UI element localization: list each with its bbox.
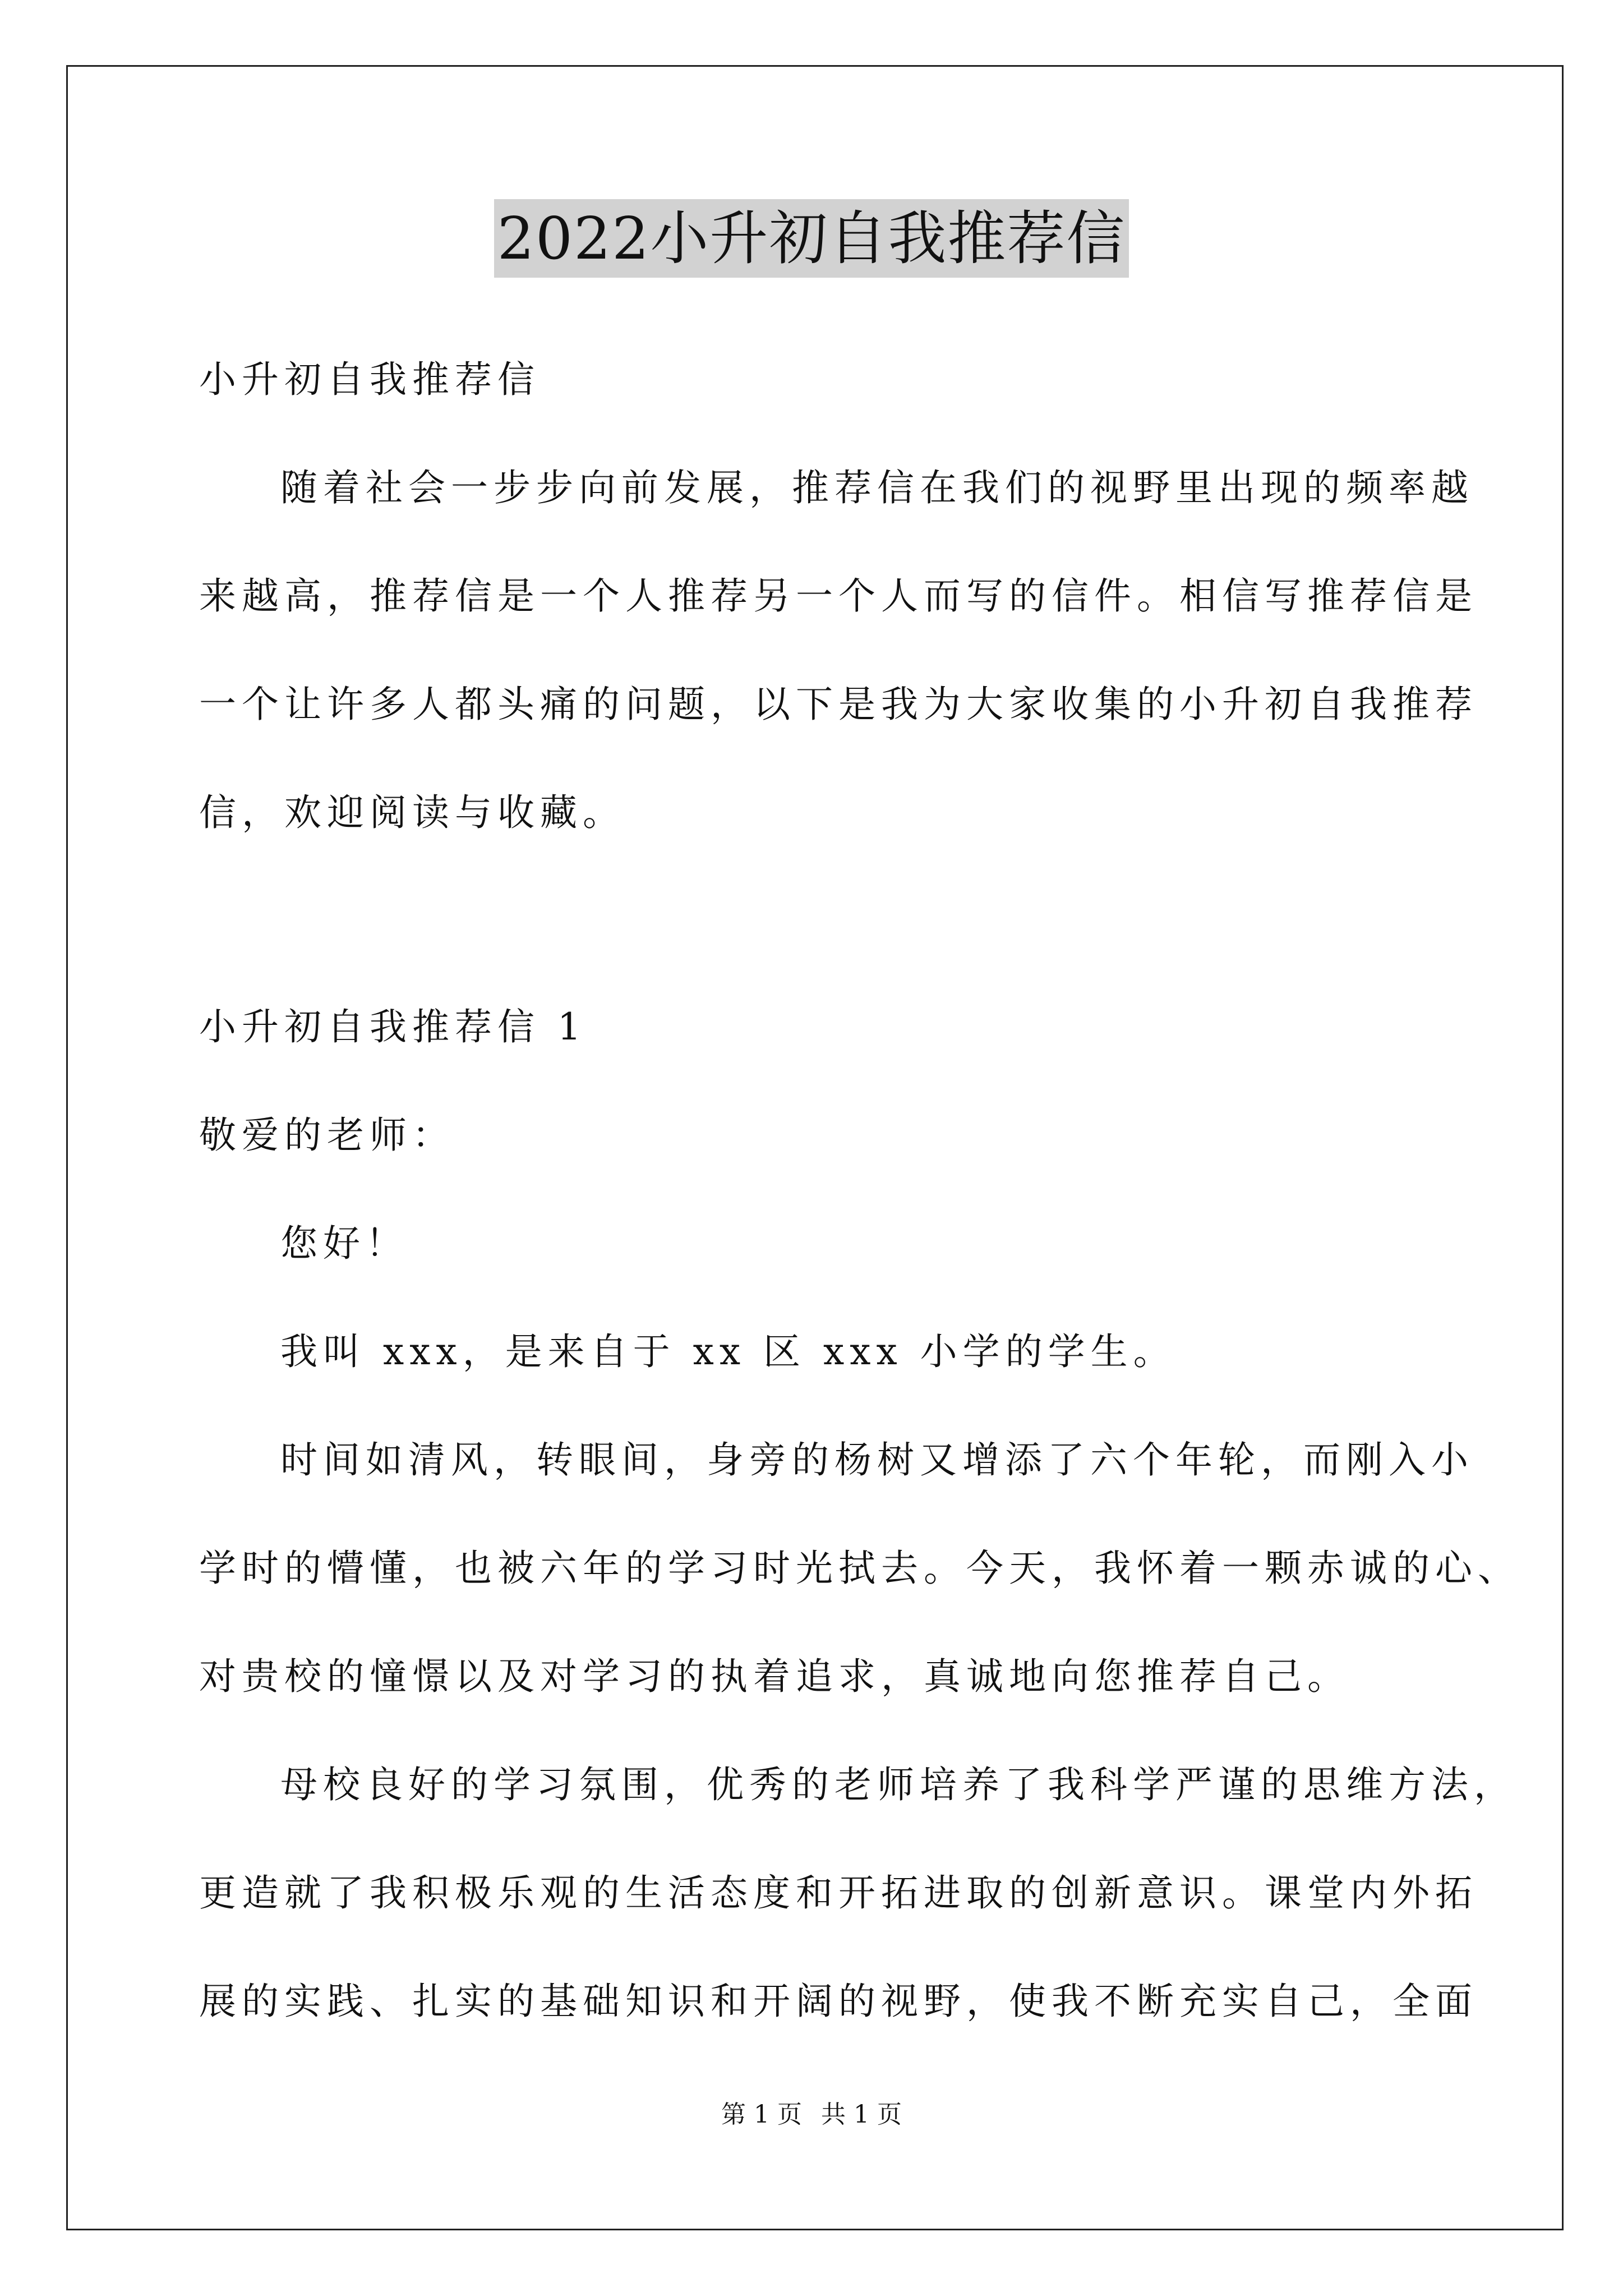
title-container (0, 199, 1623, 278)
body-line-5: 更造就了我积极乐观的生活态度和开拓进取的创新意识。课堂内外拓 (199, 1871, 1478, 1915)
page-number: 第 1 页 (721, 2100, 802, 2129)
intro-line-2: 来越高，推荐信是一个人推荐另一个人而写的信件。相信写推荐信是 (199, 574, 1478, 618)
body-line-3: 对贵校的憧憬以及对学习的执着追求，真诚地向您推荐自己。 (199, 1655, 1350, 1698)
page-total: 共 1 页 (821, 2100, 902, 2129)
section-heading: 小升初自我推荐信 (199, 358, 540, 401)
body-line-6: 展的实践、扎实的基础知识和开阔的视野，使我不断充实自己，全面 (199, 1980, 1478, 2023)
body-line-2: 学时的懵懂，也被六年的学习时光拭去。今天，我怀着一颗赤诚的心、 (199, 1547, 1520, 1590)
page-footer (0, 2098, 1623, 2132)
intro-line-4: 信，欢迎阅读与收藏。 (199, 791, 625, 834)
self-intro-line: 我叫 xxx，是来自于 xx 区 xxx 小学的学生。 (280, 1330, 1176, 1373)
intro-line-1: 随着社会一步步向前发展，推荐信在我们的视野里出现的频率越 (280, 466, 1474, 509)
letter-heading: 小升初自我推荐信 1 (199, 1005, 587, 1048)
body-line-4: 母校良好的学习氛围，优秀的老师培养了我科学严谨的思维方法， (280, 1763, 1516, 1806)
intro-line-3: 一个让许多人都头痛的问题，以下是我为大家收集的小升初自我推荐 (199, 683, 1478, 726)
greeting: 您好！ (280, 1222, 408, 1265)
document-title: 2022小升初自我推荐信 (494, 199, 1129, 278)
salutation: 敬爱的老师： (199, 1114, 455, 1157)
body-line-1: 时间如清风，转眼间，身旁的杨树又增添了六个年轮，而刚入小 (280, 1438, 1474, 1481)
